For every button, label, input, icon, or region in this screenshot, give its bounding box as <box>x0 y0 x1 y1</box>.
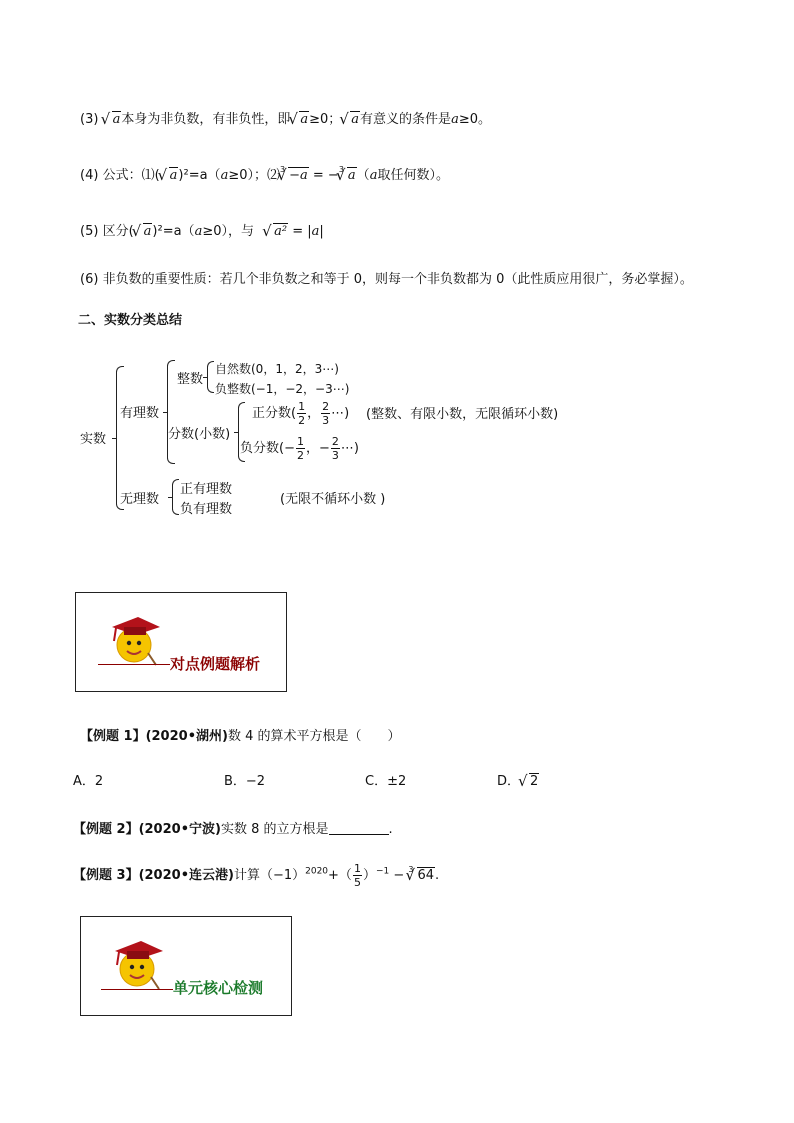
sqrt-a: √ a <box>160 168 179 183</box>
tree-rational: 有理数 <box>120 406 160 421</box>
answer-blank[interactable] <box>329 822 389 835</box>
tree-rational-note: (整数、有限小数，无限循环小数) <box>366 407 559 422</box>
sqrt-a: √ a <box>134 224 153 239</box>
tree-irrational-note: (无限不循环小数 ) <box>280 492 386 507</box>
tree-neg-integer: 负整数(−1，−2，−3⋯) <box>215 382 350 396</box>
item-6: (6) 非负数的重要性质：若几个非负数之和等于 0，则每一个非负数都为 0（此性质应用很广，务必掌握）。 <box>80 272 693 287</box>
tree-irrational: 无理数 <box>120 492 160 507</box>
graduation-mascot-icon <box>101 929 165 993</box>
section-2-title: 二、实数分类总结 <box>78 313 183 328</box>
brace-irrational <box>172 479 179 515</box>
brace-rational <box>167 360 175 464</box>
sqrt-a: √ a <box>103 112 122 127</box>
item-3: (3) √ a本身为非负数，有非负性，即√ a≥0；√ a有意义的条件是a≥0。 <box>80 108 491 127</box>
example-3: 【例题 3】(2020•连云港)计算$(-1)^{2020}+$（ $\frac{1}{5}$ ）$^{-1}$ − $^3$√ 64. <box>73 862 439 889</box>
option-a: A．2 <box>73 774 104 789</box>
tree-pos-fraction: 正分数( $\frac{1}{2}$ ， $\frac{2}{3}$ ⋯) <box>252 400 350 427</box>
section-banner-examples <box>75 592 287 692</box>
brace-integer <box>207 361 214 393</box>
tree-neg-irrational: 负有理数 <box>180 502 233 517</box>
tree-pos-irrational: 正有理数 <box>180 482 233 497</box>
banner-title: 单元核心检测 <box>173 979 264 997</box>
item-5: (5) 区分(√ a)²=a（a≥0），与 √ a² = |a| <box>80 220 324 239</box>
tree-natural: 自然数(0，1，2，3⋯) <box>215 362 339 376</box>
option-d: D．√ 2 <box>497 770 539 789</box>
option-c: C．±2 <box>365 774 407 789</box>
sqrt-a: √ a <box>341 112 360 127</box>
cube-root-a: √ a <box>338 168 357 183</box>
banner-title: 对点例题解析 <box>170 655 261 673</box>
tree-integer: 整数 <box>177 372 204 387</box>
tree-fraction: 分数(小数) <box>168 427 231 442</box>
section-banner-unit-check <box>80 916 292 1016</box>
item-4: (4) 公式：⑴(√ a)²=a（a≥0）；⑵$^3$√ −a = −$^3$√ a（a取任何数）。 <box>80 164 449 183</box>
banner-rule <box>101 989 173 990</box>
banner-rule <box>98 664 170 665</box>
cube-root-64: √ 64 <box>408 868 436 883</box>
tree-neg-fraction: 负分数(− $\frac{1}{2}$ ，− $\frac{2}{3}$ ⋯) <box>240 435 359 462</box>
tree-root: 实数 <box>80 432 107 447</box>
sqrt-a-squared: √ a² <box>264 224 288 239</box>
option-b: B．−2 <box>224 774 266 789</box>
example-1: 【例题 1】(2020•湖州)数 4 的算术平方根是（ ） <box>80 729 401 744</box>
graduation-mascot-icon <box>98 605 162 669</box>
cube-root-neg-a: √ −a <box>279 168 309 183</box>
sqrt-a: √ a <box>290 112 309 127</box>
example-2: 【例题 2】(2020•宁波)实数 8 的立方根是 . <box>73 822 393 837</box>
